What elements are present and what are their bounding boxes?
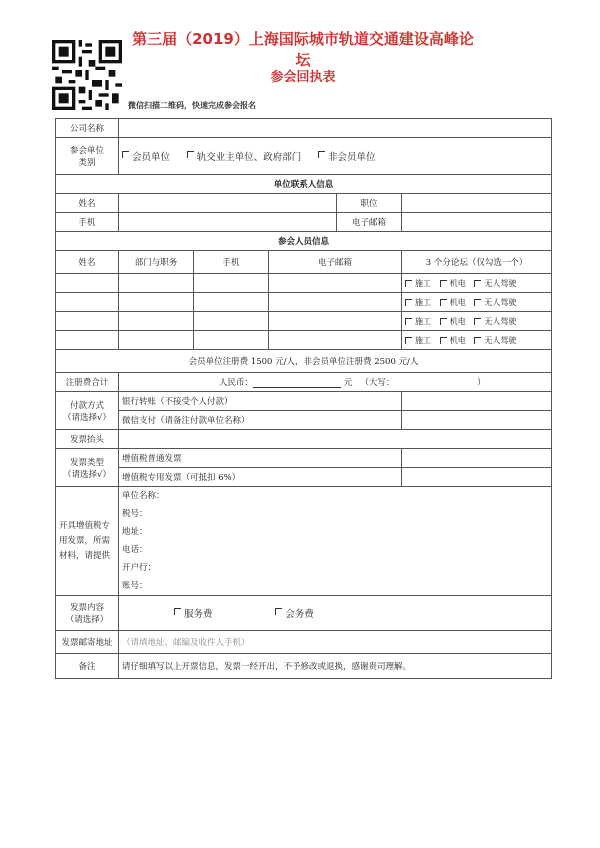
payment-check-bank[interactable] xyxy=(402,392,552,411)
contact-email-label: 电子邮箱 xyxy=(337,213,402,232)
checkbox-icon xyxy=(440,299,447,306)
checkbox-icon xyxy=(440,280,447,287)
vat-field-phone[interactable]: 电话： xyxy=(122,545,148,555)
attendee-cell[interactable] xyxy=(269,312,402,331)
invoice-type-check-special[interactable] xyxy=(402,468,552,487)
attendee-cell[interactable] xyxy=(119,274,194,293)
payment-option-bank[interactable]: 银行转账（不接受个人付款） xyxy=(119,392,402,411)
attendee-row xyxy=(56,293,552,312)
contact-name-field[interactable] xyxy=(119,194,337,213)
checkbox-icon xyxy=(122,151,129,158)
checkbox-icon xyxy=(474,337,481,344)
mailing-address-label: 发票邮寄地址 xyxy=(56,631,119,654)
checkbox-icon xyxy=(405,337,412,344)
forum-option-driverless[interactable]: 无人驾驶 xyxy=(474,335,516,346)
attendee-cell[interactable] xyxy=(56,312,119,331)
attendee-cell[interactable] xyxy=(194,331,269,350)
option-member[interactable]: 会员单位 xyxy=(122,149,170,163)
forum-options xyxy=(402,331,552,350)
checkbox-icon xyxy=(187,151,194,158)
unit-type-options xyxy=(119,138,552,175)
attendee-cell[interactable] xyxy=(56,293,119,312)
checkbox-icon xyxy=(474,318,481,325)
attendee-row xyxy=(56,312,552,331)
contact-phone-field[interactable] xyxy=(119,213,337,232)
checkbox-icon xyxy=(275,608,282,615)
attendee-header-dept: 部门与职务 xyxy=(119,251,194,274)
forum-options xyxy=(402,312,552,331)
checkbox-icon xyxy=(405,280,412,287)
checkbox-icon xyxy=(405,299,412,306)
fee-amount-blank xyxy=(253,378,341,388)
invoice-content-label: 发票内容 （请选择） xyxy=(56,596,119,631)
forum-option-construction[interactable]: 施工 xyxy=(405,335,431,346)
attendee-cell[interactable] xyxy=(269,331,402,350)
option-conference-fee[interactable]: 会务费 xyxy=(275,606,314,620)
unit-type-label: 参会单位 类别 xyxy=(56,138,119,175)
attendee-row xyxy=(56,274,552,293)
forum-option-electromechanical[interactable]: 机电 xyxy=(440,316,466,327)
registration-form xyxy=(55,118,552,679)
attendee-cell[interactable] xyxy=(119,331,194,350)
page-title: 第三届（2019）上海国际城市轨道交通建设高峰论坛 xyxy=(132,30,474,69)
qr-code xyxy=(52,40,122,110)
mailing-address-field[interactable]: （请填地址、邮编及收件人手机） xyxy=(119,631,552,654)
invoice-type-special[interactable]: 增值税专用发票（可抵扣 6%） xyxy=(119,468,402,487)
attendee-header-forum: 3 个分论坛（仅勾选一个） xyxy=(402,251,552,274)
invoice-type-check-normal[interactable] xyxy=(402,449,552,468)
contact-position-label: 职位 xyxy=(337,194,402,213)
forum-options xyxy=(402,274,552,293)
contact-name-label: 姓名 xyxy=(56,194,119,213)
vat-field-bank[interactable]: 开户行： xyxy=(122,563,157,573)
invoice-title-field[interactable] xyxy=(119,430,552,449)
contact-section-header: 单位联系人信息 xyxy=(56,175,552,194)
attendee-cell[interactable] xyxy=(194,274,269,293)
qr-caption: 微信扫描二维码，快速完成参会报名 xyxy=(128,101,256,110)
attendee-cell[interactable] xyxy=(269,274,402,293)
invoice-type-normal[interactable]: 增值税普通发票 xyxy=(119,449,402,468)
forum-option-driverless[interactable]: 无人驾驶 xyxy=(474,297,516,308)
checkbox-icon xyxy=(474,280,481,287)
invoice-content-options xyxy=(119,596,552,631)
attendee-cell[interactable] xyxy=(56,331,119,350)
forum-option-electromechanical[interactable]: 机电 xyxy=(440,278,466,289)
payment-option-wechat[interactable]: 微信支付（请备注付款单位名称） xyxy=(119,411,402,430)
attendee-header-email: 电子邮箱 xyxy=(269,251,402,274)
option-metro-gov[interactable]: 轨交业主单位、政府部门 xyxy=(187,149,302,163)
checkbox-icon xyxy=(474,299,481,306)
attendee-row xyxy=(56,331,552,350)
forum-option-construction[interactable]: 施工 xyxy=(405,297,431,308)
checkbox-icon xyxy=(440,318,447,325)
vat-field-company[interactable]: 单位名称： xyxy=(122,491,165,501)
contact-position-field[interactable] xyxy=(402,194,552,213)
attendee-header-phone: 手机 xyxy=(194,251,269,274)
attendee-section-header: 参会人员信息 xyxy=(56,232,552,251)
forum-option-electromechanical[interactable]: 机电 xyxy=(440,297,466,308)
option-non-member[interactable]: 非会员单位 xyxy=(318,149,376,163)
attendee-cell[interactable] xyxy=(269,293,402,312)
fee-note: 会员单位注册费 1500 元/人，非会员单位注册费 2500 元/人 xyxy=(56,350,552,373)
attendee-cell[interactable] xyxy=(119,293,194,312)
vat-fields xyxy=(119,487,552,596)
payment-check-wechat[interactable] xyxy=(402,411,552,430)
page-subtitle: 参会回执表 xyxy=(270,70,336,85)
forum-option-driverless[interactable]: 无人驾驶 xyxy=(474,278,516,289)
vat-field-tax-id[interactable]: 税号： xyxy=(122,509,148,519)
attendee-cell[interactable] xyxy=(56,274,119,293)
checkbox-icon xyxy=(405,318,412,325)
forum-option-driverless[interactable]: 无人驾驶 xyxy=(474,316,516,327)
vat-field-address[interactable]: 地址： xyxy=(122,527,148,537)
forum-option-construction[interactable]: 施工 xyxy=(405,278,431,289)
checkbox-icon xyxy=(174,608,181,615)
checkbox-icon xyxy=(440,337,447,344)
fee-total-label: 注册费合计 xyxy=(56,373,119,392)
contact-phone-label: 手机 xyxy=(56,213,119,232)
remarks-text: 请仔细填写以上开票信息，发票一经开出，不予修改或退换，感谢贵司理解。 xyxy=(119,654,552,679)
invoice-title-label: 发票抬头 xyxy=(56,430,119,449)
attendee-cell[interactable] xyxy=(194,312,269,331)
payment-method-label: 付款方式 （请选择√） xyxy=(56,392,119,430)
vat-field-account[interactable]: 账号： xyxy=(122,581,148,591)
vat-materials-label: 开具增值税专用发票，所需材料，请提供 xyxy=(56,487,119,596)
forum-option-construction[interactable]: 施工 xyxy=(405,316,431,327)
invoice-type-label: 发票类型 （请选择√） xyxy=(56,449,119,487)
contact-email-field[interactable] xyxy=(402,213,552,232)
company-name-label: 公司名称 xyxy=(56,119,119,138)
attendee-cell[interactable] xyxy=(194,293,269,312)
company-name-field[interactable] xyxy=(119,119,552,138)
fee-total-field[interactable]: 人民币： 元 （大写： ） xyxy=(119,373,552,392)
attendee-cell[interactable] xyxy=(119,312,194,331)
option-service-fee[interactable]: 服务费 xyxy=(174,606,213,620)
checkbox-icon xyxy=(318,151,325,158)
remarks-label: 备注 xyxy=(56,654,119,679)
forum-option-electromechanical[interactable]: 机电 xyxy=(440,335,466,346)
attendee-header-name: 姓名 xyxy=(56,251,119,274)
forum-options xyxy=(402,293,552,312)
